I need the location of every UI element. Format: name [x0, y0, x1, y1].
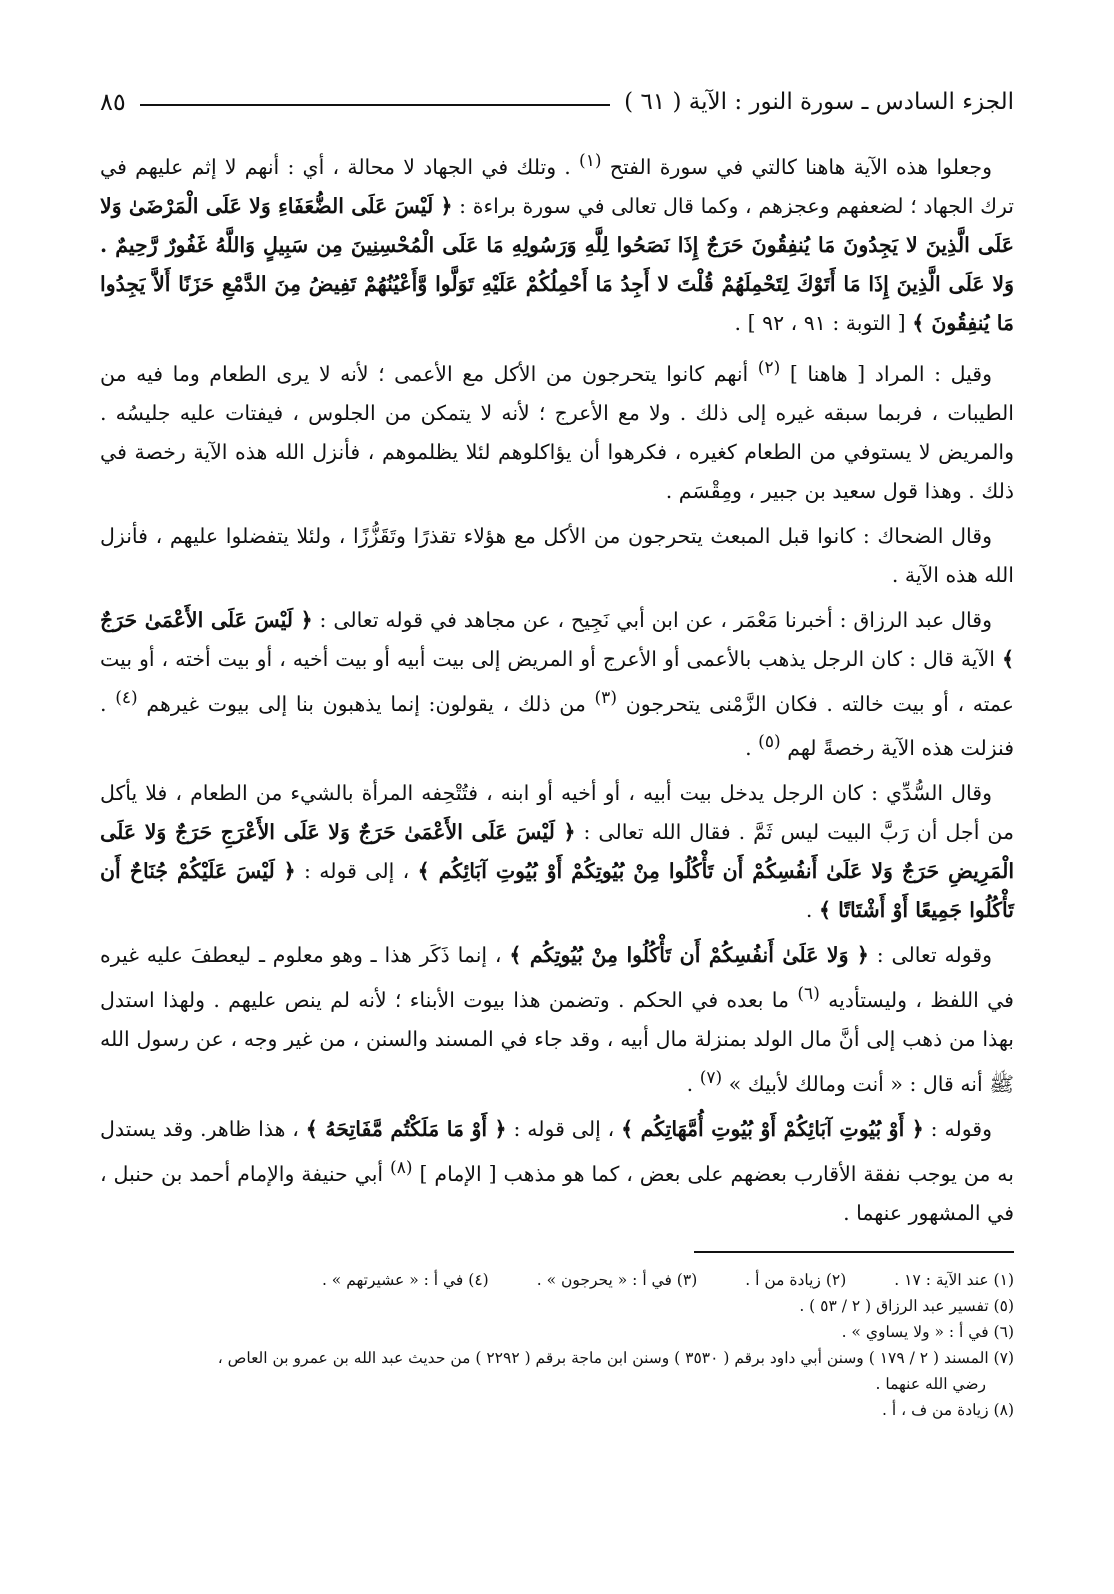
footnote-ref[interactable]: (٢) — [757, 357, 781, 378]
quran-verse: ﴿ أَوْ بُيُوتِ آبَائِكُمْ أَوْ بُيُوتِ أُمَّهَاتِكُم ﴾ — [621, 1116, 924, 1141]
footnote-ref[interactable]: (٨) — [390, 1157, 413, 1178]
footnote-3: (٣) في أ : « يحرجون » . — [536, 1270, 698, 1289]
main-text — [100, 142, 1014, 1233]
footnote-ref[interactable]: (٦) — [797, 984, 820, 1005]
page-header — [100, 80, 1014, 124]
quran-verse: ﴿ أَوْ مَا مَلَكْتُم مَّفَاتِحَهُ ﴾ — [305, 1116, 507, 1141]
header-rule — [140, 104, 610, 106]
footnote-ref[interactable]: (٤) — [115, 687, 138, 708]
paragraph-3: وقال الضحاك : كانوا قبل المبعث يتحرجون من الأكل مع هؤلاء تقذرًا وتَقَزُّزًا ، ولئلا يتفضلوا عليهم ، فأنزل الله هذه الآية . — [100, 523, 1014, 587]
paragraph-4: وقال عبد الرزاق : أخبرنا مَعْمَر ، عن ابن أبي نَجِيح ، عن مجاهد في قوله تعالى : ﴿ لَيْسَ عَلَى الأَعْمَىٰ حَرَجٌ ﴾ الآية قال : كان الرجل يذهب بالأعمى أو الأعرج أو المريض إلى بيت أبيه أو بيت أخيه ، أو بيت أخته ، أو بيت عمته ، أو بيت خالته . فكان الزَّمْنى يتحرجون $^{(٣)}$ من ذلك ، يقولون: إنما يذهبون بنا إلى بيوت غيرهم $^{(٤)}$ . فنزلت هذه الآية رخصةً لهم $^{(٥)}$ . — [100, 607, 1014, 761]
running-title: الجزء السادس ـ سورة النور : الآية ( ٦١ ) — [624, 89, 1014, 115]
footnote-ref[interactable]: (٥) — [758, 732, 781, 753]
footnote-ref[interactable]: (٣) — [594, 687, 618, 708]
page-number: ٨٥ — [100, 88, 126, 116]
paragraph-1: وجعلوا هذه الآية هاهنا كالتي في سورة الفتح $^{(١)}$ . وتلك في الجهاد لا محالة ، أي : أنهم لا إثم عليهم في ترك الجهاد ؛ لضعفهم وعجزهم ، وكما قال تعالى في سورة براءة : ﴿ لَيْسَ عَلَى الضُّعَفَاءِ وَلا عَلَى الْمَرْضَىٰ وَلا عَلَى الَّذِينَ لا يَجِدُونَ مَا يُنفِقُونَ حَرَجٌ إِذَا نَصَحُوا لِلَّهِ وَرَسُولِهِ مَا عَلَى الْمُحْسِنِينَ مِن سَبِيلٍ وَاللَّهُ غَفُورٌ رَّحِيمٌ . وَلا عَلَى الَّذِينَ إِذَا مَا أَتَوْكَ لِتَحْمِلَهُمْ قُلْتَ لا أَجِدُ مَا أَحْمِلُكُمْ عَلَيْهِ تَوَلَّوا وَّأَعْيُنُهُمْ تَفِيضُ مِنَ الدَّمْعِ حَزَنًا أَلاَّ يَجِدُوا مَا يُنفِقُونَ ﴾ [ التوبة : ٩١ ، ٩٢ ] . — [100, 151, 1014, 335]
footnote-rule — [694, 1251, 1014, 1253]
footnote-ref[interactable]: (٧) — [699, 1068, 723, 1089]
paragraph-7: وقوله : ﴿ أَوْ بُيُوتِ آبَائِكُمْ أَوْ بُيُوتِ أُمَّهَاتِكُم ﴾ ، إلى قوله : ﴿ أَوْ مَا مَلَكْتُم مَّفَاتِحَهُ ﴾ ، هذا ظاهر. وقد يستدل به من يوجب نفقة الأقارب بعضهم على بعض ، كما هو مذهب [ الإمام ] $^{(٨)}$ أبي حنيفة والإمام أحمد بن حنبل ، في المشهور عنهما . — [100, 1116, 1014, 1225]
footnote-8: (٨) زيادة من ف ، أ . — [882, 1400, 1014, 1419]
footnote-7-continued: رضي الله عنهما . — [875, 1374, 986, 1393]
quran-verse: ﴿ لَيْسَ عَلَى الأَعْمَىٰ حَرَجٌ ﴾ — [100, 607, 1014, 671]
footnote-2: (٢) زيادة من أ . — [745, 1270, 847, 1289]
footnote-1: (١) عند الآية : ١٧ . — [894, 1270, 1014, 1289]
quran-verse: ﴿ لَيْسَ عَلَيْكُمْ جُنَاحٌ أَن تَأْكُلُوا جَمِيعًا أَوْ أَشْتَاتًا ﴾ — [100, 859, 1014, 923]
paragraph-2: وقيل : المراد [ هاهنا ] $^{(٢)}$ أنهم كانوا يتحرجون من الأكل مع الأعمى ؛ لأنه لا يرى الطعام وما فيه من الطيبات ، فربما سبقه غيره إلى ذلك . ولا مع الأعرج ؛ لأنه لا يتمكن من الجلوس ، فيفتات عليه جليسُه . والمريض لا يستوفي من الطعام كغيره ، فكرهوا أن يؤاكلوهم لئلا يظلموهم ، فأنزل الله هذه الآية رخصة في ذلك . وهذا قول سعيد بن جبير ، ومِقْسَم . — [100, 357, 1014, 503]
footnote-7: (٧) المسند ( ٢ / ١٧٩ ) وسنن أبي داود برقم ( ٣٥٣٠ ) وسنن ابن ماجة برقم ( ٢٢٩٢ ) من حديث عبد الله بن عمرو بن العاص ، — [217, 1348, 1014, 1367]
footnotes — [100, 1267, 1014, 1423]
footnote-row — [100, 1267, 1014, 1293]
quran-verse: ﴿ لَيْسَ عَلَى الضُّعَفَاءِ وَلا عَلَى الْمَرْضَىٰ وَلا عَلَى الَّذِينَ لا يَجِدُونَ مَا يُنفِقُونَ حَرَجٌ إِذَا نَصَحُوا لِلَّهِ وَرَسُولِهِ مَا عَلَى الْمُحْسِنِينَ مِن سَبِيلٍ وَاللَّهُ غَفُورٌ رَّحِيمٌ . وَلا عَلَى الَّذِينَ إِذَا مَا أَتَوْكَ لِتَحْمِلَهُمْ قُلْتَ لا أَجِدُ مَا أَحْمِلُكُمْ عَلَيْهِ تَوَلَّوا وَّأَعْيُنُهُمْ تَفِيضُ مِنَ الدَّمْعِ حَزَنًا أَلاَّ يَجِدُوا مَا يُنفِقُونَ ﴾ — [100, 193, 1014, 335]
footnote-5: (٥) تفسير عبد الرزاق ( ٢ / ٥٣ ) . — [799, 1296, 1014, 1315]
paragraph-5: وقال السُّدِّي : كان الرجل يدخل بيت أبيه ، أو أخيه أو ابنه ، فتُتْحِفه المرأة بالشيء من الطعام ، فلا يأكل من أجل أن رَبَّ البيت ليس ثَمَّ . فقال الله تعالى : ﴿ لَيْسَ عَلَى الأَعْمَىٰ حَرَجٌ وَلا عَلَى الأَعْرَجِ حَرَجٌ وَلا عَلَى الْمَرِيضِ حَرَجٌ وَلا عَلَىٰ أَنفُسِكُمْ أَن تَأْكُلُوا مِنْ بُيُوتِكُمْ أَوْ بُيُوتِ آبَائِكُم ﴾ ، إلى قوله : ﴿ لَيْسَ عَلَيْكُمْ جُنَاحٌ أَن تَأْكُلُوا جَمِيعًا أَوْ أَشْتَاتًا ﴾ . — [100, 781, 1015, 923]
quran-verse: ﴿ لَيْسَ عَلَى الأَعْمَىٰ حَرَجٌ وَلا عَلَى الأَعْرَجِ حَرَجٌ وَلا عَلَى الْمَرِيضِ حَرَجٌ وَلا عَلَىٰ أَنفُسِكُمْ أَن تَأْكُلُوا مِنْ بُيُوتِكُمْ أَوْ بُيُوتِ آبَائِكُم ﴾ — [100, 820, 1015, 884]
paragraph-6: وقوله تعالى : ﴿ وَلا عَلَىٰ أَنفُسِكُمْ أَن تَأْكُلُوا مِنْ بُيُوتِكُم ﴾ ، إنما ذَكَر هذا ـ وهو معلوم ـ ليعطفَ عليه غيره في اللفظ ، وليستأديه $^{(٦)}$ ما بعده في الحكم . وتضمن هذا بيوت الأبناء ؛ لأنه لم ينص عليهم . ولهذا استدل بهذا من ذهب إلى أنَّ مال الولد بمنزلة مال أبيه ، وقد جاء في المسند والسنن ، من غير وجه ، عن رسول الله ﷺ أنه قال : « أنت ومالك لأبيك » $^{(٧)}$ . — [100, 943, 1014, 1096]
footnote-4: (٤) في أ : « عشيرتهم » . — [321, 1270, 489, 1289]
footnote-6: (٦) في أ : « ولا يساوي » . — [841, 1322, 1014, 1341]
quran-verse: ﴿ وَلا عَلَىٰ أَنفُسِكُمْ أَن تَأْكُلُوا مِنْ بُيُوتِكُم ﴾ — [509, 943, 869, 968]
footnote-ref[interactable]: (١) — [579, 151, 602, 171]
